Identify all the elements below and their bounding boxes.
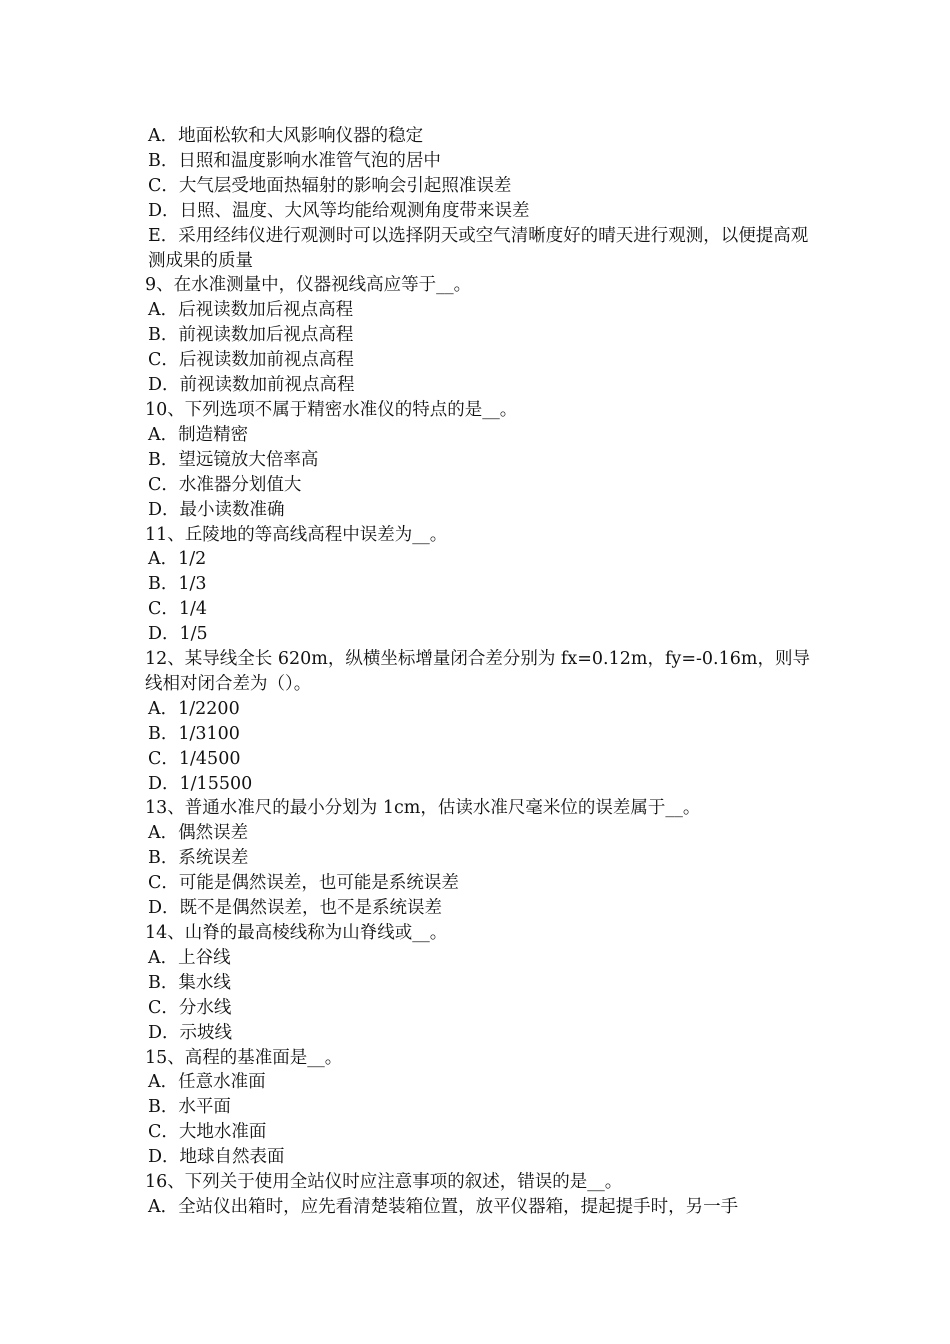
q11-option-a: A．1/2 — [148, 549, 207, 570]
q11-option-b: B．1/3 — [148, 574, 207, 595]
q15-option-a: A．任意水准面 — [148, 1072, 266, 1093]
q15-option-b: B．水平面 — [148, 1097, 231, 1118]
q11-option-d: D．1/5 — [148, 624, 208, 645]
q13-option-a: A．偶然误差 — [148, 823, 249, 844]
q13-option-d: D．既不是偶然误差，也不是系统误差 — [148, 898, 443, 919]
q9-option-a: A．后视读数加后视点高程 — [148, 300, 354, 321]
q8-option-a: A．地面松软和大风影响仪器的稳定 — [148, 126, 424, 146]
q16-option-a: A．全站仪出箱时，应先看清楚装箱位置，放平仪器箱，提起提手时，另一手 — [148, 1196, 739, 1217]
q14-option-b: B．集水线 — [148, 972, 231, 993]
q13-stem: 13、普通水准尺的最小分划为 1cm，估读水准尺毫米位的误差属于__。 — [145, 798, 701, 819]
q8-option-d: D．日照、温度、大风等均能给观测角度带来误差 — [148, 200, 530, 221]
q9-option-c: C．后视读数加前视点高程 — [148, 350, 354, 371]
q12-option-a: A．1/2200 — [148, 698, 240, 719]
q14-option-a: A．上谷线 — [148, 947, 231, 968]
q15-option-d: D．地球自然表面 — [148, 1147, 285, 1168]
q13-option-c: C．可能是偶然误差，也可能是系统误差 — [148, 873, 459, 894]
q8-option-b: B．日照和温度影响水准管气泡的居中 — [148, 150, 441, 171]
q15-option-c: C．大地水准面 — [148, 1122, 267, 1143]
q9-stem: 9、在水准测量中，仪器视线高应等于__。 — [145, 275, 472, 296]
q14-stem: 14、山脊的最高棱线称为山脊线或__。 — [145, 923, 448, 943]
q10-option-a: A．制造精密 — [148, 424, 249, 445]
q12-option-c: C．1/4500 — [148, 748, 241, 769]
q10-option-c: C．水准器分划值大 — [148, 474, 302, 495]
q12-option-d: D．1/15500 — [148, 773, 253, 794]
q12-stem: 12、某导线全长 620m，纵横坐标增量闭合差分别为 fx=0.12m，fy=-0.16m，则导线相对闭合差为（）。 — [145, 649, 810, 694]
q10-stem: 10、下列选项不属于精密水准仪的特点的是__。 — [145, 399, 518, 420]
q9-option-b: B．前视读数加后视点高程 — [148, 325, 354, 346]
q8-option-c: C．大气层受地面热辐射的影响会引起照准误差 — [148, 175, 512, 196]
q14-option-c: C．分水线 — [148, 997, 232, 1018]
q15-stem: 15、高程的基准面是__。 — [145, 1047, 343, 1068]
q11-stem: 11、丘陵地的等高线高程中误差为__。 — [145, 524, 448, 545]
q13-option-b: B．系统误差 — [148, 848, 249, 869]
q8-option-e: E．采用经纬仪进行观测时可以选择阴天或空气清晰度好的晴天进行观测，以便提高观测成果的质量 — [148, 225, 809, 271]
document-page — [145, 124, 810, 1220]
q9-option-d: D．前视读数加前视点高程 — [148, 375, 355, 396]
q16-stem: 16、下列关于使用全站仪时应注意事项的叙述，错误的是__。 — [145, 1172, 623, 1193]
q12-option-b: B．1/3100 — [148, 723, 240, 744]
q14-option-d: D．示坡线 — [148, 1022, 233, 1043]
q11-option-c: C．1/4 — [148, 599, 208, 620]
q10-option-b: B．望远镜放大倍率高 — [148, 449, 319, 470]
q10-option-d: D．最小读数准确 — [148, 499, 285, 520]
